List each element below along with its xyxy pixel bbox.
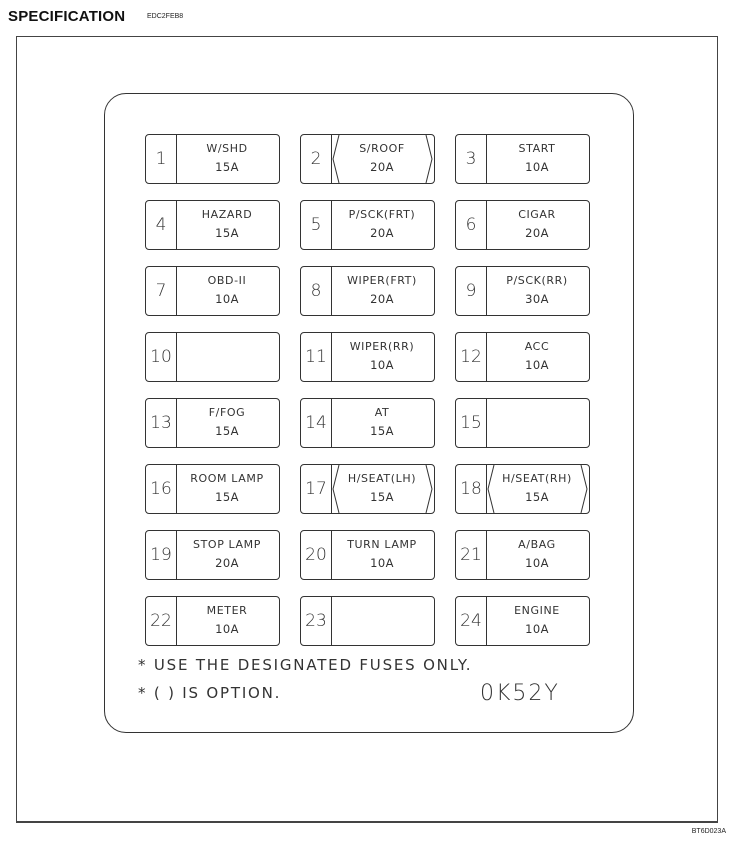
fuse-number: 15 [460,413,482,433]
fuse-14 [300,398,435,448]
fuse-amperage: 10A [525,622,549,636]
note-designated-fuses: * USE THE DESIGNATED FUSES ONLY. [138,656,473,674]
fuse-divider [331,597,332,645]
fuse-number: 21 [460,545,482,565]
fuse-1 [145,134,280,184]
fuse-label: WIPER(RR) [349,340,415,353]
fuse-amperage: 30A [525,292,549,306]
fuse-amperage: 15A [370,490,394,504]
fuse-divider [176,333,177,381]
fuse-number: 17 [305,479,327,499]
fuse-number: 5 [310,215,322,235]
fuse-amperage: 10A [370,358,394,372]
fuse-amperage: 10A [215,622,239,636]
fuse-number: 12 [460,347,482,367]
fuse-8 [300,266,435,316]
fuse-amperage: 20A [370,160,394,174]
fuse-7 [145,266,280,316]
fuse-amperage: 15A [215,160,239,174]
fuse-label: F/FOG [208,406,246,419]
fuse-label: START [518,142,556,155]
fuse-label: W/SHD [206,142,248,155]
fuse-number: 10 [150,347,172,367]
figure-code: BT6D023A [691,828,726,835]
fuse-amperage: 10A [370,556,394,570]
fuse-amperage: 10A [525,556,549,570]
fuse-17 [300,464,435,514]
fuse-13 [145,398,280,448]
fuse-18 [455,464,590,514]
fuse-label: AT [374,406,390,419]
fuse-amperage: 20A [370,226,394,240]
fuse-label: OBD-II [207,274,247,287]
fuse-number: 13 [150,413,172,433]
fuse-label: P/SCK(FRT) [348,208,416,221]
fuse-amperage: 10A [525,160,549,174]
fuse-number: 8 [310,281,322,301]
part-number: 0K52Y [480,681,560,706]
fuse-number: 18 [460,479,482,499]
fuse-24 [455,596,590,646]
fuse-amperage: 20A [525,226,549,240]
fuse-number: 11 [305,347,327,367]
fuse-label: TURN LAMP [347,538,417,551]
fuse-number: 9 [465,281,477,301]
fuse-label: METER [206,604,248,617]
fuse-label: ACC [524,340,550,353]
fuse-amperage: 15A [215,424,239,438]
fuse-label: STOP LAMP [193,538,261,551]
fuse-2 [300,134,435,184]
fuse-label: ENGINE [514,604,560,617]
fuse-label: WIPER(FRT) [347,274,417,287]
fuse-divider [486,399,487,447]
fuse-label: H/SEAT(LH) [347,472,417,485]
fuse-label: CIGAR [518,208,556,221]
fuse-12 [455,332,590,382]
fuse-9 [455,266,590,316]
fuse-19 [145,530,280,580]
fuse-label: S/ROOF [359,142,405,155]
fuse-number: 3 [465,149,477,169]
fuse-label: A/BAG [518,538,556,551]
fuse-20 [300,530,435,580]
fuse-10 [145,332,280,382]
fuse-label: HAZARD [201,208,253,221]
section-code: EDC2FEB8 [147,13,184,20]
fuse-number: 6 [465,215,477,235]
fuse-label: ROOM LAMP [190,472,264,485]
fuse-22 [145,596,280,646]
fuse-number: 23 [305,611,327,631]
fuse-4 [145,200,280,250]
bottom-rule [16,822,718,823]
fuse-3 [455,134,590,184]
fuse-number: 16 [150,479,172,499]
fuse-number: 22 [150,611,172,631]
fuse-amperage: 15A [370,424,394,438]
fuse-11 [300,332,435,382]
fuse-number: 7 [155,281,167,301]
fuse-number: 2 [310,149,322,169]
fuse-label: H/SEAT(RH) [502,472,572,485]
note-option: * ( ) IS OPTION. [138,684,282,702]
fuse-number: 14 [305,413,327,433]
fuse-number: 4 [155,215,167,235]
fuse-23 [300,596,435,646]
page-title: SPECIFICATION [8,8,126,25]
fuse-16 [145,464,280,514]
fuse-label: P/SCK(RR) [506,274,568,287]
fuse-amperage: 10A [525,358,549,372]
fuse-number: 19 [150,545,172,565]
fuse-amperage: 20A [370,292,394,306]
fuse-amperage: 15A [215,226,239,240]
fuse-amperage: 10A [215,292,239,306]
fuse-5 [300,200,435,250]
fuse-amperage: 20A [215,556,239,570]
fuse-amperage: 15A [215,490,239,504]
fuse-15 [455,398,590,448]
fuse-amperage: 15A [525,490,549,504]
fuse-6 [455,200,590,250]
fuse-number: 24 [460,611,482,631]
fuse-number: 1 [155,149,167,169]
fuse-21 [455,530,590,580]
fuse-number: 20 [305,545,327,565]
